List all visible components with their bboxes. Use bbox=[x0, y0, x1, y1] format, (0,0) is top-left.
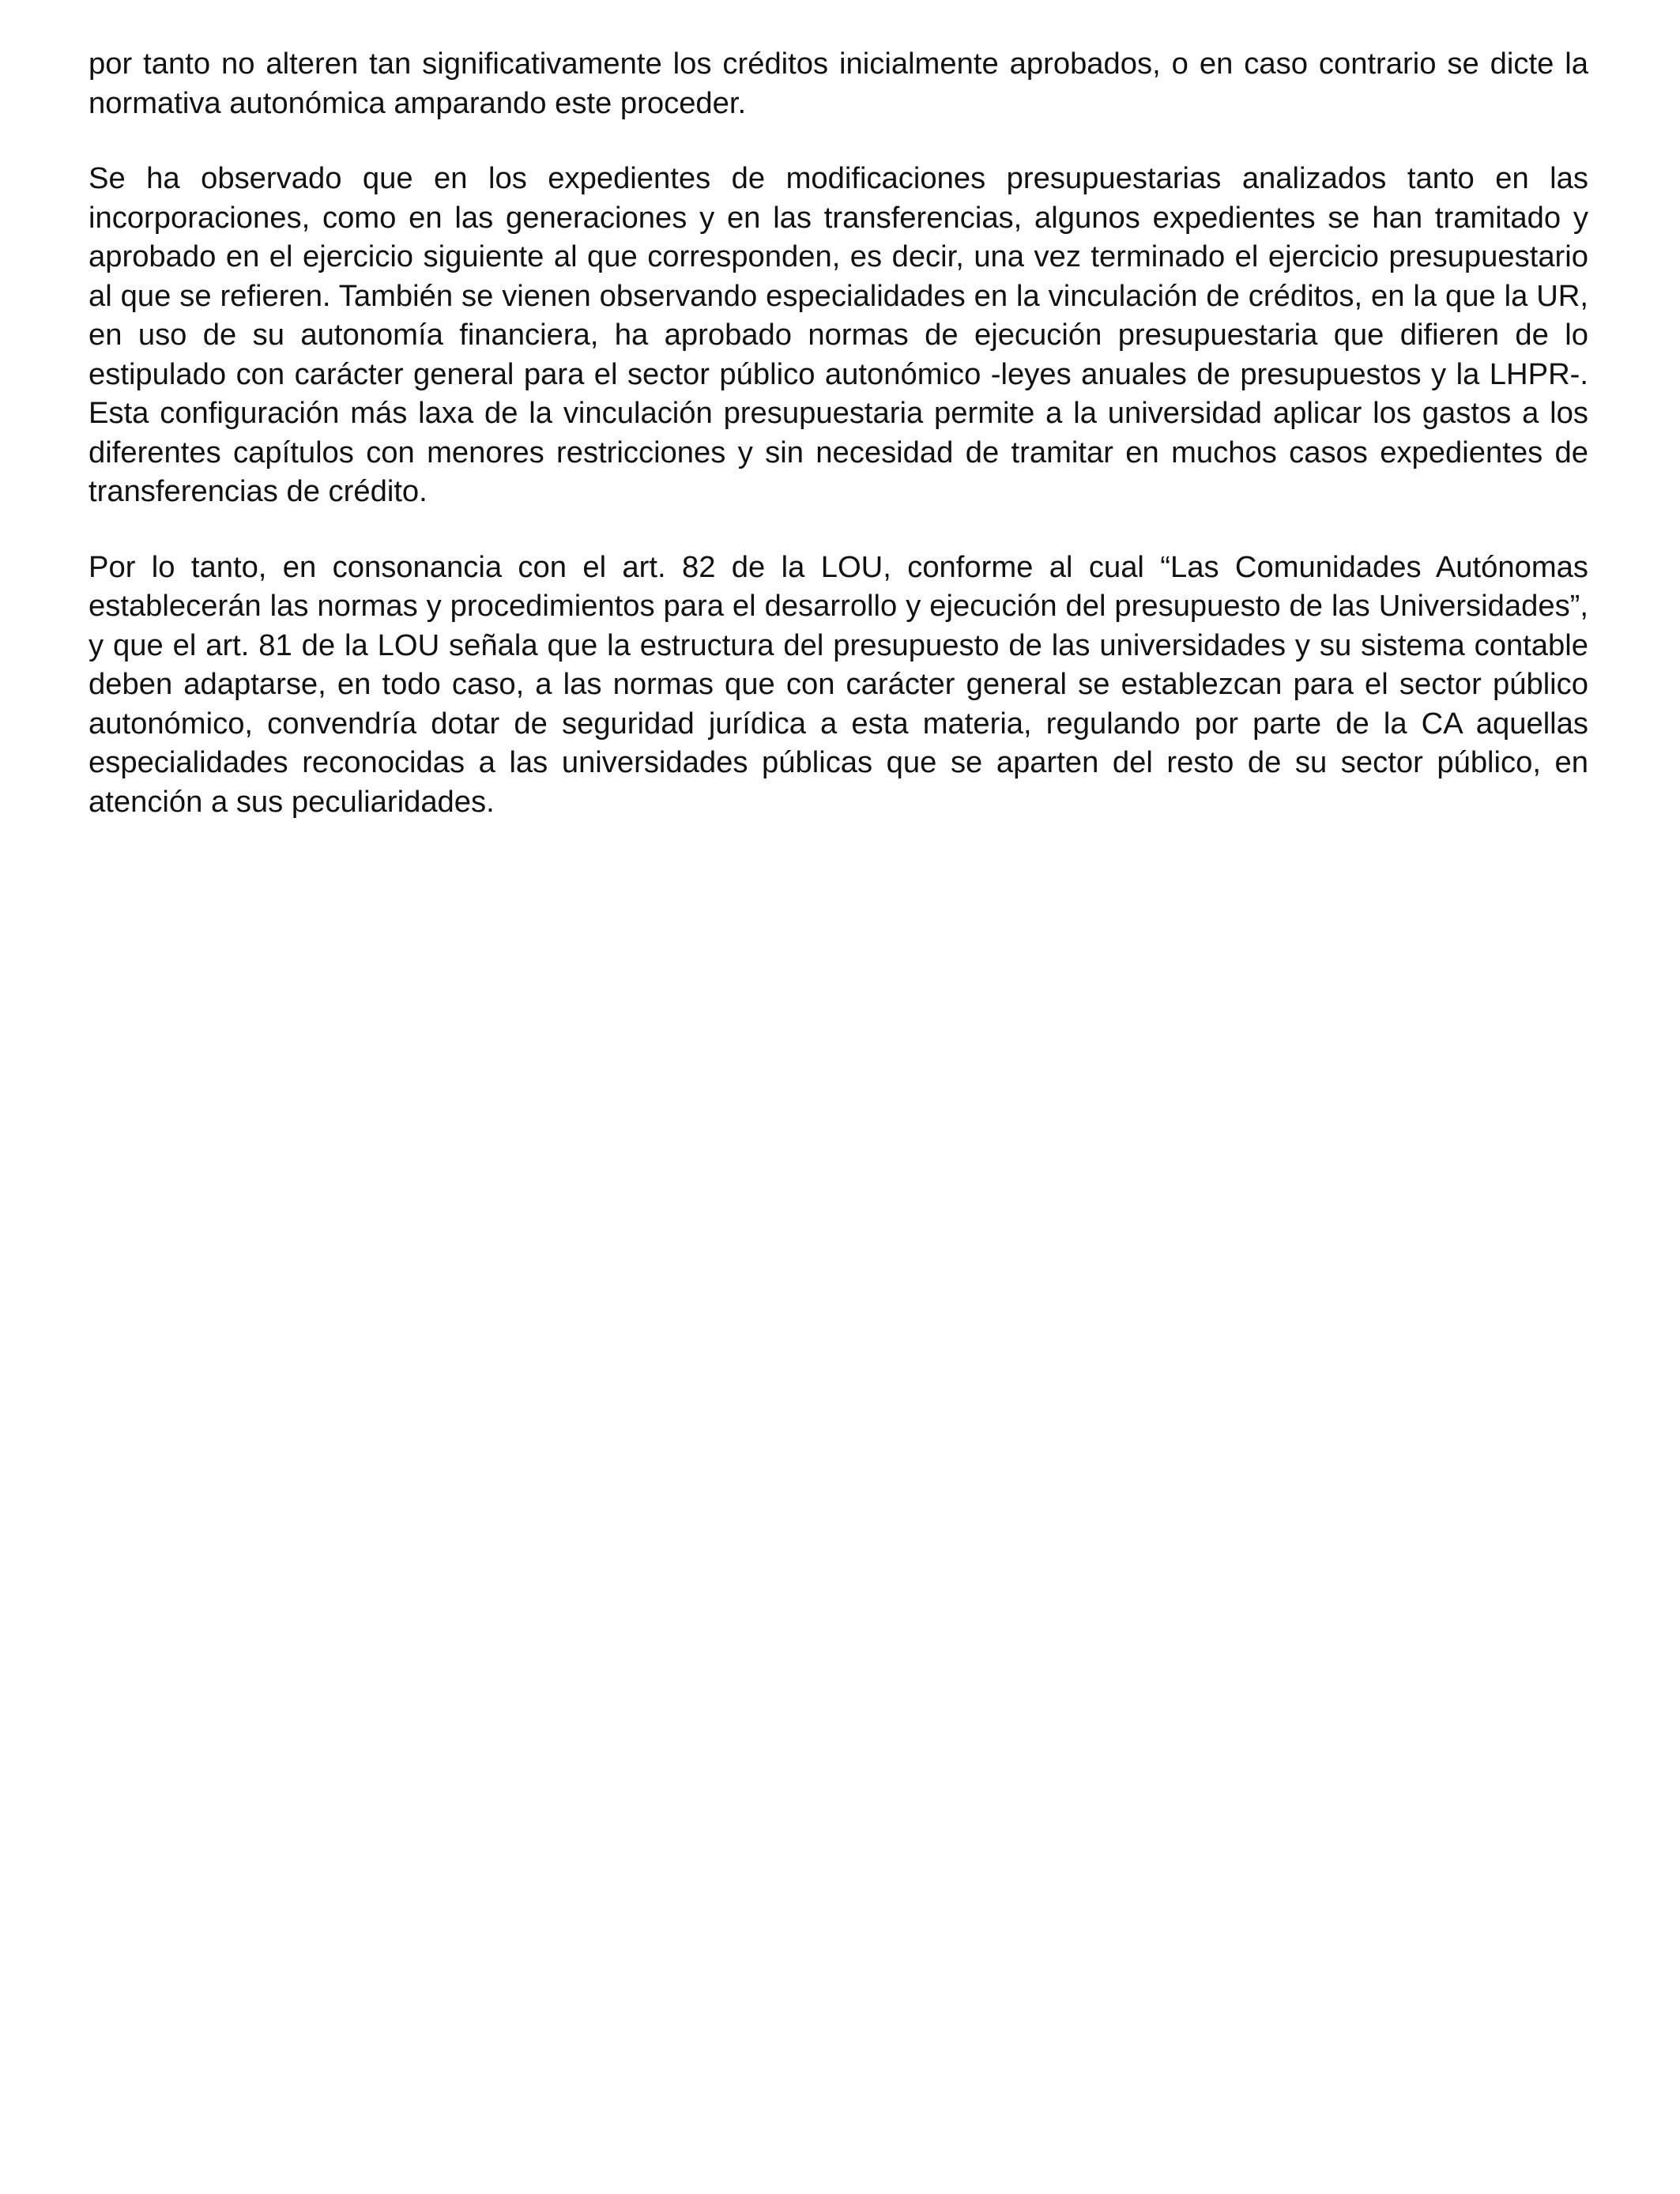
document-body bbox=[89, 44, 1588, 858]
paragraph-recommendation: Por lo tanto, en consonancia con el art. 82 de la LOU, conforme al cual “Las Comunidades Autónomas establecerán las normas y procedimientos para el desarrollo y ejecución del presupuesto de las Universidades”, y que el art. 81 de la LOU señala que la estructura del presupuesto de las universidades y su sistema contable deben adaptarse, en todo caso, a las normas que con carácter general se establezcan para el sector público autonómico, convendría dotar de seguridad jurídica a esta materia, regulando por parte de la CA aquellas especialidades reconocidas a las universidades públicas que se aparten del resto de su sector público, en atención a sus peculiaridades. bbox=[89, 549, 1588, 819]
paragraph-observations: Se ha observado que en los expedientes de modificaciones presupuestarias analizados tanto en las incorporaciones, como en las generaciones y en las transferencias, algunos expedientes se han tramitado y aprobado en el ejercicio siguiente al que corresponden, es decir, una vez terminado el ejercicio presupuestario al que se refieren. También se vienen observando especialidades en la vinculación de créditos, en la que la UR, en uso de su autonomía financiera, ha aprobado normas de ejecución presupuestaria que difieren de lo estipulado con carácter general para el sector público autonómico -leyes anuales de presupuestos y la LHPR-. Esta configuración más laxa de la vinculación presupuestaria permite a la universidad aplicar los gastos a los diferentes capítulos con menores restricciones y sin necesidad de tramitar en muchos casos expedientes de transferencias de crédito. bbox=[89, 161, 1588, 508]
paragraph-continuation: por tanto no alteren tan significativamente los créditos inicialmente aprobados, o en caso contrario se dicte la normativa autonómica amparando este proceder. bbox=[89, 47, 1588, 120]
